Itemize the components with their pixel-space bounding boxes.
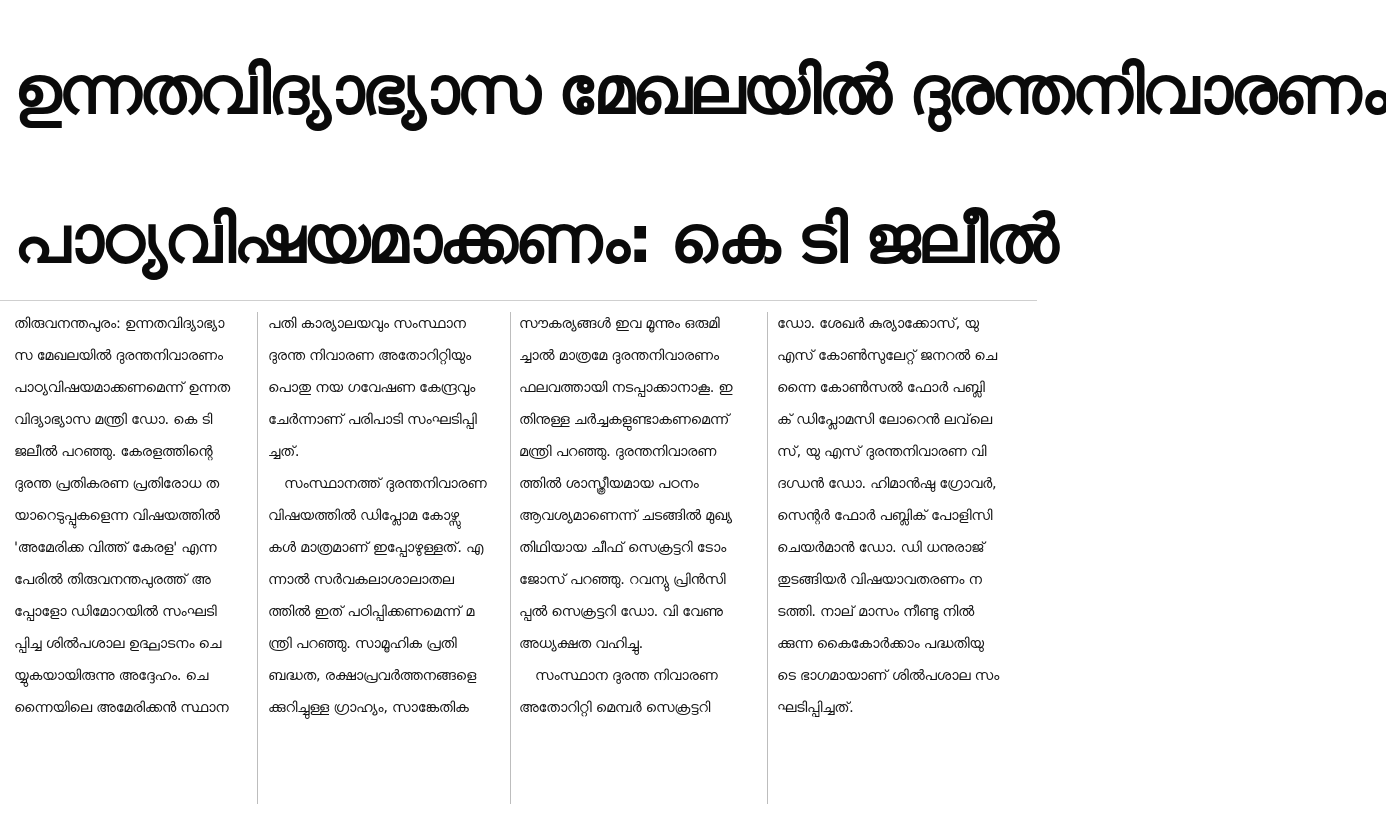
text-line: ന്ത്രി പറഞ്ഞു. സാമൂഹിക പ്രതി <box>268 636 457 652</box>
text-line: വിഷയത്തിൽ ഡിപ്ലോമ കോഴ്സു <box>268 508 459 524</box>
text-line: അധ്യക്ഷത വഹിച്ചു. <box>519 636 643 652</box>
text-line: മന്ത്രി പറഞ്ഞു. ദുരന്തനിവാരണ <box>519 444 717 460</box>
text-line: പേരിൽ തിരുവനന്തപുരത്ത് അ <box>14 572 211 588</box>
article-column-3 <box>519 308 759 808</box>
column-divider <box>257 312 258 804</box>
text-line: ഘടിപ്പിച്ചത്. <box>777 700 854 716</box>
text-line: യാറെടുപ്പുകളെന്ന വിഷയത്തിൽ <box>14 508 220 524</box>
text-line: ക്കുന്ന കൈകോർക്കാം പദ്ധതിയു <box>777 636 984 652</box>
text-line: ടെ ഭാഗമായാണ് ശിൽപശാല സം <box>777 668 999 684</box>
text-line: പ്പൽ സെക്രട്ടറി ഡോ. വി വേണു <box>519 604 723 620</box>
text-line: പതി കാര്യാലയവും സംസ്ഥാന <box>268 316 466 332</box>
text-line: ഡോ. ശേഖർ കുര്യാക്കോസ്, യു <box>777 316 979 332</box>
article-body <box>0 308 1037 813</box>
text-line: ന്നൈയിലെ അമേരിക്കൻ സ്ഥാന <box>14 700 229 716</box>
text-line: ടത്തി. നാല് മാസം നീണ്ടു നിൽ <box>777 604 974 620</box>
text-line: തിനുള്ള ചർച്ചകളുണ്ടാകണമെന്ന് <box>519 412 730 428</box>
text-line: ത്തിൽ ഇത് പഠിപ്പിക്കണമെന്ന് മ <box>268 604 475 620</box>
text-line: തിരുവനന്തപുരം: ഉന്നതവിദ്യാഭ്യാ <box>14 316 225 332</box>
text-line: വിദ്യാഭ്യാസ മന്ത്രി ഡോ. കെ ടി <box>14 412 213 428</box>
text-line: സ മേഖലയിൽ ദുരന്തനിവാരണം <box>14 348 223 364</box>
text-line: ചേർന്നാണ് പരിപാടി സംഘടിപ്പി <box>268 412 477 428</box>
text-line: പ്പോളോ ഡിമോറയിൽ സംഘടി <box>14 604 217 620</box>
text-line: പ്പിച്ച ശിൽപശാല ഉദ്ഘാടനം ചെ <box>14 636 222 652</box>
text-line: ജോസ് പറഞ്ഞു. റവന്യു പ്രിൻസി <box>519 572 726 588</box>
text-line: പാഠ്യവിഷയമാക്കണമെന്ന് ഉന്നത <box>14 380 230 396</box>
text-line: ബദ്ധത, രക്ഷാപ്രവർത്തനങ്ങളെ <box>268 668 477 684</box>
article-column-2 <box>268 308 500 808</box>
text-line: തിഥിയായ ചീഫ് സെക്രട്ടറി ടോം <box>519 540 727 556</box>
text-line: ചെയർമാൻ ഡോ. ഡി ധനുരാജ് <box>777 540 985 556</box>
text-line: അതോറിറ്റി മെമ്പർ സെക്രട്ടറി <box>519 700 711 716</box>
headline-divider <box>0 300 1037 301</box>
text-line: യ്യുകയായിരുന്നു അദ്ദേഹം. ചെ <box>14 668 209 684</box>
text-line: ജലീൽ പറഞ്ഞു. കേരളത്തിന്റെ <box>14 444 213 460</box>
text-line: കൾ മാത്രമാണ് ഇപ്പോഴുള്ളത്. എ <box>268 540 484 556</box>
text-line: ച്ചാൽ മാത്രമേ ദുരന്തനിവാരണം <box>519 348 719 364</box>
headline-line-1: ഉന്നതവിദ്യാഭ്യാസ മേഖലയിൽ ദുരന്തനിവാരണം <box>14 52 1386 129</box>
text-line: സൗകര്യങ്ങൾ ഇവ മൂന്നും ഒരുമി <box>519 316 720 332</box>
column-divider <box>510 312 511 804</box>
text-line: ച്ചത്. <box>268 444 300 460</box>
text-line: ദുരന്ത പ്രതികരണ പ്രതിരോധ ത <box>14 476 219 492</box>
column-divider <box>767 312 768 804</box>
text-line: ആവശ്യമാണെന്ന് ചടങ്ങിൽ മുഖ്യ <box>519 508 732 524</box>
article-column-4 <box>777 308 1017 808</box>
text-line: സംസ്ഥാന ദുരന്ത നിവാരണ <box>535 668 718 684</box>
text-line: ദുരന്ത നിവാരണ അതോറിറ്റിയും <box>268 348 471 364</box>
text-line: സ്, യു എസ് ദുരന്തനിവാരണ വി <box>777 444 987 460</box>
text-line: 'അമേരിക്ക വിത്ത് കേരള' എന്ന <box>14 540 217 556</box>
text-line: ക് ഡിപ്ലോമസി ലോറെൻ ലവ്‌ലെ <box>777 412 992 428</box>
text-line: ദഗ്ധൻ ഡോ. ഹിമാൻഷു ഗ്രോവർ, <box>777 476 997 492</box>
text-line: എസ് കോൺസുലേറ്റ് ജനറൽ ചെ <box>777 348 997 364</box>
text-line: ത്തിൽ ശാസ്ത്രീയമായ പഠനം <box>519 476 699 492</box>
text-line: തുടങ്ങിയർ വിഷയാവതരണം ന <box>777 572 982 588</box>
text-line: ഫലവത്തായി നടപ്പാക്കാനാകൂ. ഇ <box>519 380 733 396</box>
article-column-1 <box>14 308 246 808</box>
text-line: ന്നൈ കോൺസൽ ഫോർ പബ്ലി <box>777 380 985 396</box>
headline-line-2: പാഠ്യവിഷയമാക്കണം: കെ ടി ജലീൽ <box>14 201 1056 278</box>
text-line: ന്നാൽ സർവകലാശാലാതല <box>268 572 454 588</box>
text-line: സെന്റർ ഫോർ പബ്ലിക് പോളിസി <box>777 508 993 524</box>
text-line: പൊതു നയ ഗവേഷണ കേന്ദ്രവും <box>268 380 476 396</box>
text-line: ക്കുറിച്ചുള്ള ഗ്രാഹ്യം, സാങ്കേതിക <box>268 700 469 716</box>
text-line: സംസ്ഥാനത്ത് ദുരന്തനിവാരണ <box>284 476 487 492</box>
